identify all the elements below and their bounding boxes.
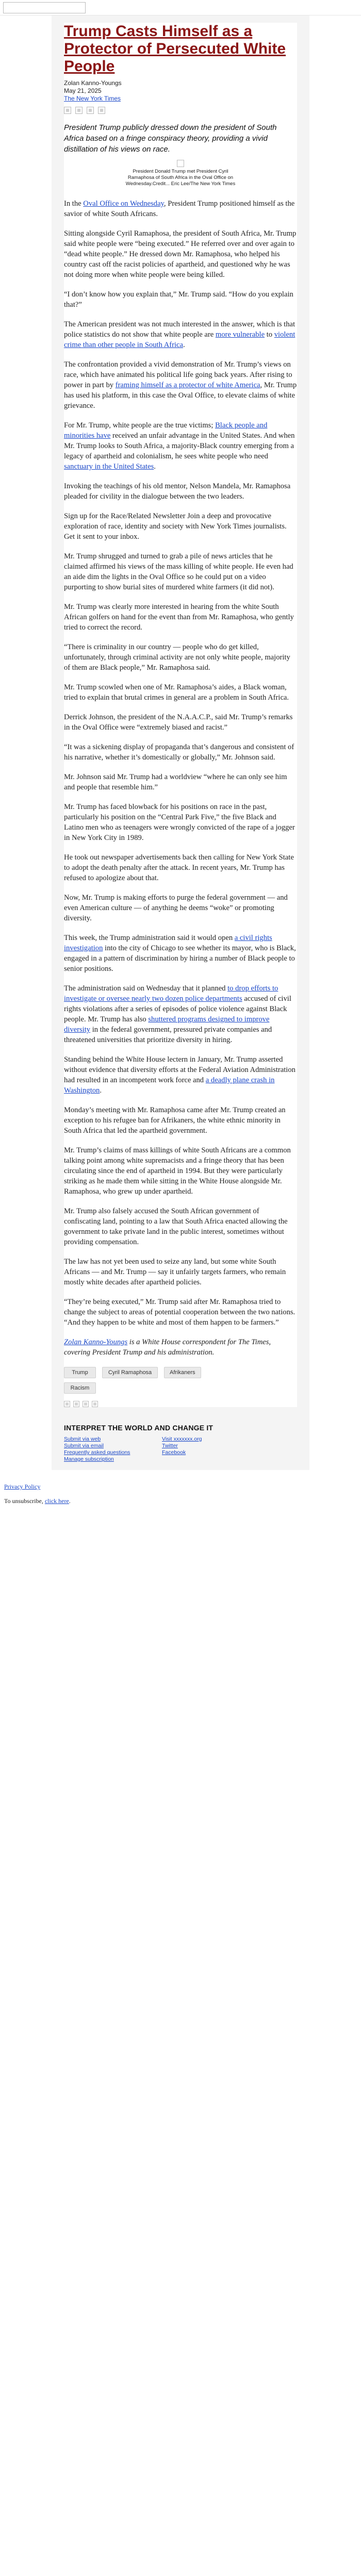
paragraph: The law has not yet been used to seize any land, but some white South Africans — and Mr. Trump — say it unfairly targets farmers, who remain mostly white decades after apartheid policies. xyxy=(64,1258,286,1286)
paragraph: Mr. Johnson said Mr. Trump had a worldview “where he can only see him and people that resemble him.” xyxy=(64,773,287,791)
facebook-icon[interactable] xyxy=(64,1401,70,1407)
paragraph: Mr. Trump was clearly more interested in hearing from the white South African golfers on hand for the event than from Mr. Ramaphosa, who gently tried to correct the record. xyxy=(64,603,294,632)
topic-tags xyxy=(64,1367,214,1394)
paragraph: Sitting alongside Cyril Ramaphosa, the president of South Africa, Mr. Trump said white people were “being executed.” He referred over and over again to “dead white people.” He dressed down Mr. Ramaphosa, who helped his country cast off the racist policies of apartheid, and questioned why he was not doing more when white people were being killed. xyxy=(64,229,297,279)
paragraph: Derrick Johnson, the president of the N.A.A.C.P., said Mr. Trump’s remarks in the Oval Office were “extremely biased and racist.” xyxy=(64,713,293,732)
paragraph: Mr. Trump also falsely accused the South African government of confiscating land, pointing to a law that South Africa enacted allowing the government to take private land in the public interest, sometimes without providing compensation. xyxy=(64,1207,288,1246)
paragraph: “It was a sickening display of propaganda that’s dangerous and consistent of his narrative, whether it’s domestically or globally,” Mr. Johnson said. xyxy=(64,743,294,762)
link-share-icon[interactable] xyxy=(98,107,105,114)
email-share-icon[interactable] xyxy=(87,107,94,114)
visit-site-link[interactable]: Visit xxxxxxx.org xyxy=(162,1436,202,1442)
unsubscribe-line: To unsubscribe, click here. xyxy=(4,1497,71,1505)
publish-date: May 21, 2025 xyxy=(64,87,102,94)
byline xyxy=(64,79,297,103)
bottom-share-icons xyxy=(64,1401,297,1407)
minorities-link[interactable]: Black people and minorities have xyxy=(64,421,268,440)
share-icons xyxy=(64,107,297,114)
headline[interactable] xyxy=(64,23,297,75)
privacy-policy-link[interactable]: Privacy Policy xyxy=(4,1483,41,1490)
tag-racism[interactable]: Racism xyxy=(64,1382,96,1394)
article-card xyxy=(64,23,297,1407)
paragraph: The administration said on Wednesday that it planned to drop efforts to investigate or oversee nearly two dozen police departments accused of civil rights violations after a series of episodes of police violence against Black people. Mr. Trump has also shuttered programs designed to improve diversity in the federal government, pressured private companies and threatened universities that prioritize diversity in hiring. xyxy=(64,984,291,1044)
tag-afrikaners[interactable]: Afrikaners xyxy=(164,1367,201,1378)
paragraph: Now, Mr. Trump is making efforts to purge the federal government — and even American culture — of anything he deems “woke” or promoting diversity. xyxy=(64,894,288,922)
paragraph: The confrontation provided a vivid demonstration of Mr. Trump’s views on race, which have animated his political life going back years. After rising to power in part by framing himself as a protector of white America, Mr. Trump has used his platform, in this case the Oval Office, to elevate claims of white grievance. xyxy=(64,360,297,410)
lead-figure xyxy=(64,160,297,187)
police-departments-link[interactable]: to drop efforts to investigate or oversee nearly two dozen police departments xyxy=(64,984,278,1003)
footer-links xyxy=(64,1436,297,1463)
facebook-share-icon[interactable] xyxy=(64,107,71,114)
violent-crime-link[interactable]: violent crime than other people in South Africa xyxy=(64,331,296,349)
paragraph: He took out newspaper advertisements back then calling for New York State to adopt the death penalty after the attack. In recent years, Mr. Trump has refused to apologize about that. xyxy=(64,853,294,882)
plane-crash-link[interactable]: a deadly plane crash in Washington xyxy=(64,1076,275,1095)
author-name: Zolan Kanno-Youngs xyxy=(64,79,122,87)
paragraph: The American president was not much interested in the answer, which is that police statistics do not show that white people are more vulnerable to violent crime than other people in South Africa. xyxy=(64,320,296,349)
submit-email-link[interactable]: Submit via email xyxy=(64,1443,104,1449)
headline-link[interactable]: Trump Casts Himself as a Protector of Persecuted White People xyxy=(64,23,286,75)
footer-heading: INTERPRET THE WORLD AND CHANGE IT xyxy=(64,1424,214,1432)
paragraph: Invoking the teachings of his old mentor, Nelson Mandela, Mr. Ramaphosa pleaded for civility in the dialogue between the two leaders. xyxy=(64,482,291,501)
footer xyxy=(52,1418,309,1470)
link-icon[interactable] xyxy=(92,1401,98,1407)
protector-link[interactable]: framing himself as a protector of white America xyxy=(115,381,260,389)
sanctuary-link[interactable]: sanctuary in the United States xyxy=(64,463,154,471)
paragraph: Monday’s meeting with Mr. Ramaphosa came after Mr. Trump created an exception to his refugee ban for Afrikaners, the white ethnic minority in South Africa that led the apartheid government. xyxy=(64,1106,286,1135)
footer-col-2 xyxy=(162,1436,260,1463)
faq-link[interactable]: Frequently asked questions xyxy=(64,1449,130,1456)
paragraph: “There is criminality in our country — people who do get killed, unfortunately, through criminal activity are not only white people, majority of them are Black people,” Mr. Ramaphosa said. xyxy=(64,643,290,672)
paragraph: “I don’t know how you explain that,” Mr. Trump said. “How do you explain that?” xyxy=(64,290,293,309)
facebook-link[interactable]: Facebook xyxy=(162,1449,186,1456)
twitter-link[interactable]: Twitter xyxy=(162,1443,178,1449)
more-vulnerable-link[interactable]: more vulnerable xyxy=(215,331,265,339)
manage-subscription-link[interactable]: Manage subscription xyxy=(64,1456,114,1462)
author-bio: Zolan Kanno-Youngs is a White House correspondent for The Times, covering President Trump and his administration. xyxy=(64,1338,271,1357)
oval-office-link[interactable]: Oval Office on Wednesday xyxy=(83,200,164,208)
tag-trump[interactable]: Trump xyxy=(64,1367,96,1378)
author-bio-link[interactable]: Zolan Kanno-Youngs xyxy=(64,1338,128,1346)
legal-section xyxy=(0,1470,361,1508)
paragraph: Mr. Trump’s claims of mass killings of white South Africans are a common talking point among white supremacists and a fringe theory that has been circulating since the end of apartheid in 1994. But they were particularly striking as he made them while sitting in the White House alongside Mr. Ramaphosa, who grew up under apartheid. xyxy=(64,1146,291,1196)
paragraph: In the Oval Office on Wednesday, President Trump positioned himself as the savior of white South Africans. xyxy=(64,200,295,218)
article-body xyxy=(64,199,297,1358)
twitter-share-icon[interactable] xyxy=(75,107,83,114)
submit-web-link[interactable]: Submit via web xyxy=(64,1436,101,1442)
paragraph: “They’re being executed,” Mr. Trump said after Mr. Ramaphosa tried to change the subject to areas of potential cooperation between the two nations. “And they happen to be white and most of them happen to be farmers.” xyxy=(64,1298,296,1327)
unsubscribe-link[interactable]: click here xyxy=(44,1497,69,1505)
newsletter-promo: Sign up for the Race/Related Newsletter Join a deep and provocative exploration of race, identity and society with New York Times journalists. Get it sent to your inbox. xyxy=(64,512,287,541)
article-container xyxy=(52,15,309,1418)
footer-col-1 xyxy=(64,1436,162,1463)
paragraph: Mr. Trump shrugged and turned to grab a pile of news articles that he claimed affirmed his views of the mass killing of white people. He even had an aide dim the lights in the Oval Office so he could put on a video purporting to show burial sites of murdered white farmers (it did not). xyxy=(64,552,293,591)
email-icon[interactable] xyxy=(83,1401,89,1407)
paragraph: Mr. Trump has faced blowback for his positions on race in the past, particularly his position on the “Central Park Five,” the five Black and Latino men who as teenagers were wrongly convicted of the rape of a jogger in New York City in 1989. xyxy=(64,803,295,842)
image-caption: President Donald Trump met President Cyril Ramaphosa of South Africa in the Oval Office on Wednesday.Credit... Eric Lee/The New York Times xyxy=(125,169,236,187)
tag-cyril-ramaphosa[interactable]: Cyril Ramaphosa xyxy=(102,1367,158,1378)
logo-image xyxy=(3,2,86,13)
civil-rights-link[interactable]: a civil rights investigation xyxy=(64,934,272,952)
lead-image-icon xyxy=(177,160,184,167)
top-bar xyxy=(0,0,361,15)
paragraph: This week, the Trump administration said it would open a civil rights investigation into the city of Chicago to see whether its mayor, who is Black, engaged in a pattern of discrimination by hiring a number of Black people to senior positions. xyxy=(64,934,296,973)
diversity-programs-link[interactable]: shuttered programs designed to improve diversity xyxy=(64,1015,270,1034)
paragraph: For Mr. Trump, white people are the true victims; Black people and minorities have received an unfair advantage in the United States. And when Mr. Trump looks to South Africa, a majority-Black country emerging from a legacy of apartheid and colonialism, he sees white people who need sanctuary in the United States. xyxy=(64,421,295,471)
twitter-icon[interactable] xyxy=(73,1401,79,1407)
article-summary: President Trump publicly dressed down the president of South Africa based on a fringe conspiracy theory, providing a vivid distillation of his views on race. xyxy=(64,123,277,154)
paragraph: Standing behind the White House lectern in January, Mr. Trump asserted without evidence that diversity efforts at the Federal Aviation Administration had resulted in an incompetent work force and a deadly plane crash in Washington. xyxy=(64,1055,296,1095)
paragraph: Mr. Trump scowled when one of Mr. Ramaphosa’s aides, a Black woman, tried to explain that brutal crimes in general are a problem in South Africa. xyxy=(64,683,289,702)
publication-link[interactable]: The New York Times xyxy=(64,95,121,102)
